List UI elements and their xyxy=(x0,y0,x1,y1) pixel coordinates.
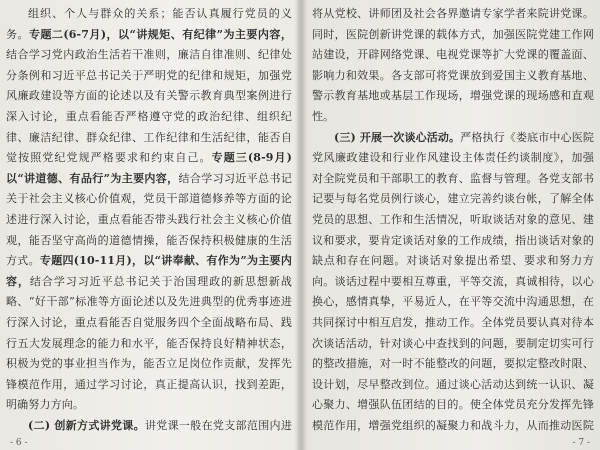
topic-four-body: 结合学习习近平总书记关于治国理政的新思想新战略、“好干部”标准等方面论述以及先进典型的优秀事迹进行深入讨论，重点看能否自觉服务四个全面战略布局、践行五大发展理念的能力和水平，能否保持良好精神状态，积极为党的事业担当作为，能否立足岗位作贡献，发挥先锋模范作用，通过学习讨论，真正提高认识，找到差距，明确努力方向。 xyxy=(6,274,292,412)
topic-three-heading: 专题三(8-9月)以“讲道德、有品行”为主要内容， xyxy=(6,151,292,185)
section-three-body: 严格执行《娄底市中心医院党风廉政建设和行业作风建设主体责任约谈制度》，加强对全院党员和干部职工的教育、监督与管理。各党支部书记要与每名党员例行谈心，建立完善约谈台帐，了解全体党员的思想、工作和生活情况，听取谈话对象的意见、建议和要求，要肯定谈话对象的工作成绩，指出谈话对象的缺点和存在问题。对谈话对象提出希望、要求和努力方向。谈话过程中要相互尊重，平等交流，真诚相待，以心换心，感情真挚，平易近人，在平等交流中沟通思想，在共同探讨中相互启发，推动工作。全体党员要认真对待本次谈话活动，针对谈心中查找到的问题，要制定切实可行的整改措施，对一时不能整改的问题，要拟定整改时限、设计划，尽早整改到位。通过谈心活动达到统一认识、凝心聚力、增强队伍团结的目的。使全体党员充分发挥先锋模范作用，增强党组织的凝聚力和战斗力，从而推动医院 xyxy=(312,130,594,432)
topic-four-heading: 专题四(10-11月)，以“讲奉献、有作为”为主要内容， xyxy=(6,254,292,288)
page-number-right: - 7 - xyxy=(572,438,590,448)
left-page xyxy=(6,4,292,436)
para1-a: 组织、个人与群众的关系；能否认真履行党员的义务。 xyxy=(6,7,292,41)
section-three xyxy=(312,128,594,436)
topic-two-body: 结合学习党内政治生活若干准则，廉洁自律准则、纪律处分条例和习近平总书记关于严明党的纪律和规矩，加强党风廉政建设等方面的论述以及有关警示教育典型案例进行深入讨论，重点看能否严格遵守党的政治纪律、组织纪律、廉洁纪律、群众纪律、工作纪律和生活纪律，能否自觉按照党纪党规严格要求和约束自己。 xyxy=(6,48,292,165)
paragraph-topics xyxy=(6,4,292,416)
page-number-left: - 6 - xyxy=(10,438,28,448)
topic-two-heading: 专题二(6-7月)，以“讲规矩、有纪律”为主要内容， xyxy=(28,27,292,41)
paragraph-continued: 将从党校、讲师团及社会各界邀请专家学者来院讲党课。同时，医院创新讲党课的载体方式，加强医院党建工作网站建设，开辟网络党课、电视党课等扩大党课的覆盖面、影响力和效果。各支部可将党课放到爱国主义教育基地、警示教育基地或基层工作现场，增强党课的现场感和直观性。 xyxy=(312,7,594,123)
section-two xyxy=(6,416,292,436)
section-two-body: 讲党课一般在党支部范围内进 xyxy=(144,418,292,432)
right-page xyxy=(312,4,594,436)
page-gutter xyxy=(296,0,308,450)
section-three-title: (三) 开展一次谈心活动。 xyxy=(334,130,461,144)
section-two-title: (二) 创新方式讲党课。 xyxy=(28,418,145,432)
topic-three-body: 结合学习习近平总书记关于社会主义核心价值观，党员干部道德修养等方面的论述进行深入讨论，重点看能否带头践行社会主义核心价值观，能否坚守高尚的道德情操，能否保持积极健康的生活方式。 xyxy=(6,171,292,268)
